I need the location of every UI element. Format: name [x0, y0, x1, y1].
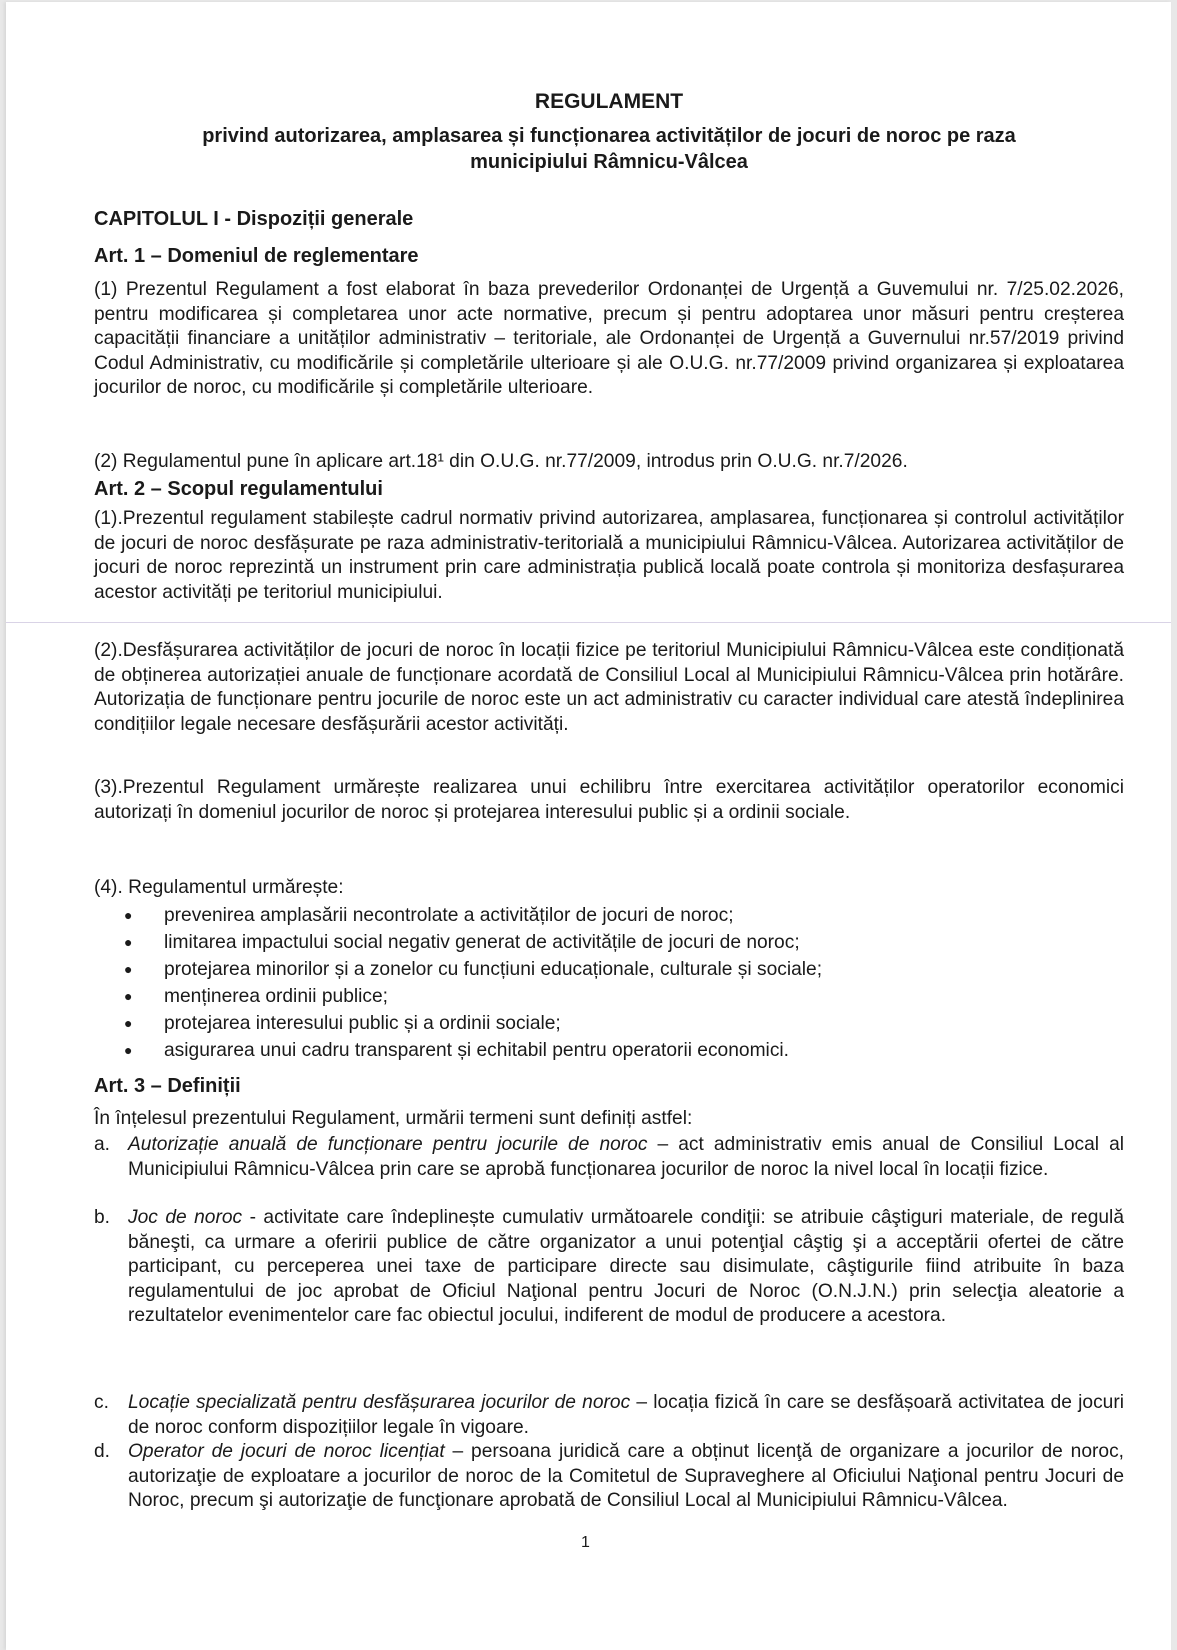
bullet-icon: ● — [124, 988, 133, 1004]
art3-intro: În înțelesul prezentului Regulament, urmării termeni sunt definiți astfel: — [94, 1108, 693, 1129]
document-subtitle — [94, 123, 1124, 175]
art1-paragraph-1: (1) Prezentul Regulament a fost elaborat în baza prevederilor Ordonanței de Urgență a Guvemului nr. 7/25.02.2026, pentru modificarea și completarea unor acte normative, precum și pentru adoptarea unor măsuri pentru creșterea capacității financiare a unităților administrativ – teritoriale, ale Ordonanței de Urgență a Guvernului nr.57/2019 privind Codul Administrativ, cu modificările și completările ulterioare și ale O.U.G. nr.77/2009 privind organizarea și exploatarea jocurilor de noroc, cu modificările și completările ulterioare. — [94, 279, 1124, 398]
definition-term: Joc de noroc — [128, 1207, 243, 1228]
definition-term: Operator de jocuri de noroc licențiat — [128, 1441, 445, 1462]
art1-paragraph-2: (2) Regulamentul pune în aplicare art.18¹ din O.U.G. nr.77/2009, introdus prin O.U.G. nr.7/2026. — [94, 451, 908, 472]
page-number: 1 — [581, 1534, 590, 1551]
definition-text: - activitate care îndeplinește cumulativ următoarele condiţii: se atribuie câştiguri materiale, de regulă băneşti, ca urmare a oferirii publice de către organizator a unui potenţial câştig şi a acceptării ofertei de către participant, cu perceperea unei taxe de participare directe sau disimulate, câştigurile fiind atribuite în baza regulamentului de joc aprobat de Oficiul Naţional pentru Jocuri de Noroc (O.N.J.N.) prin selecţia aleatorie a rezultatelor evenimentelor care fac obiectul jocului, indiferent de modul de producere a acestora. — [128, 1207, 1124, 1326]
definition-term: Autorizație anuală de funcționare pentru jocurile de noroc — [128, 1134, 648, 1155]
definition-letter: c. — [94, 1392, 109, 1413]
bullet-icon: ● — [124, 907, 133, 923]
document-title: REGULAMENT — [534, 90, 684, 113]
scan-divider-line — [6, 622, 1171, 623]
art2-paragraph-4-intro: (4). Regulamentul urmărește: — [94, 877, 344, 898]
definition-letter: d. — [94, 1441, 111, 1462]
definition-text: – persoana juridică care a obținut licenţă de organizare a jocurilor de noroc, autorizaţie de exploatare a jocurilor de noroc de la Comitetul de Supraveghere al Oficiului Naţional pentru Jocuri de Noroc, precum şi autorizaţie de funcţionare aprobată de Consiliul Local al Municipiului Râmnicu-Vâlcea. — [128, 1441, 1124, 1511]
chapter-heading: CAPITOLUL I - Dispoziții generale — [94, 208, 414, 230]
art2-objectives-list: ● prevenirea amplasării necontrolate a activităților de jocuri de noroc; ● limitarea impactului social negativ generat de activitățile de jocuri de noroc; ● protejarea minorilor și a zonelor cu funcțiuni educaționale, culturale și sociale; ● menținerea ordinii publice; ● protejarea interesului public și a ordinii sociale; ● asigurarea unui cadru transparent și echitabil pentru operatorii economici. — [94, 902, 1124, 1072]
art2-paragraph-3: (3).Prezentul Regulament urmărește realizarea unui echilibru între exercitarea activităților operatorilor economici autorizați în domeniul jocurilor de noroc și protejarea interesului public și a ordinii sociale. — [94, 777, 1124, 823]
document-page — [6, 2, 1171, 1650]
bullet-icon: ● — [124, 1042, 133, 1058]
subtitle-line-2: municipiului Râmnicu-Vâlcea — [470, 151, 748, 173]
art2-heading: Art. 2 – Scopul regulamentului — [94, 478, 383, 500]
definition-text: – locația fizică în care se desfășoară activitatea de jocuri de noroc conform dispozițiilor legale în vigoare. — [128, 1392, 1124, 1438]
art2-paragraph-1: (1).Prezentul regulament stabilește cadrul normativ privind autorizarea, amplasarea, funcționarea și controlul activităților de jocuri de noroc desfășurate pe raza administrativ-teritorială a municipiului Râmnicu-Vâlcea. Autorizarea activităților de jocuri de noroc reprezintă un instrument prin care administrația publică locală poate controla și monitoriza desfașurarea acestor activități pe teritoriul municipiului. — [94, 508, 1124, 603]
art2-paragraph-2: (2).Desfășurarea activităților de jocuri de noroc în locații fizice pe teritoriul Municipiului Râmnicu-Vâlcea este condiționată de obținerea autorizației anuale de funcționare acordată de Consiliul Local al Municipiului Râmnicu-Vâlcea prin hotărâre. Autorizația de funcționare pentru jocurile de noroc este un act administrativ cu caracter individual care atestă îndeplinirea condițiilor legale necesare desfășurării acestor activități. — [94, 640, 1124, 735]
definition-term: Locație specializată pentru desfășurarea jocurilor de noroc — [128, 1392, 631, 1413]
definition-letter: b. — [94, 1207, 111, 1228]
art1-heading: Art. 1 – Domeniul de reglementare — [94, 245, 419, 267]
bullet-icon: ● — [124, 934, 133, 950]
subtitle-line-1: privind autorizarea, amplasarea și funcționarea activităților de jocuri de noroc pe raza — [202, 125, 1016, 147]
bullet-icon: ● — [124, 1015, 133, 1031]
definition-letter: a. — [94, 1134, 111, 1155]
definition-text: – act administrativ emis anual de Consiliul Local al Municipiului Râmnicu-Vâlcea prin care se aprobă funcționarea jocurilor de noroc la nivel local în locații fizice. — [128, 1134, 1125, 1180]
art3-heading: Art. 3 – Definiții — [94, 1075, 241, 1097]
bullet-icon: ● — [124, 961, 133, 977]
